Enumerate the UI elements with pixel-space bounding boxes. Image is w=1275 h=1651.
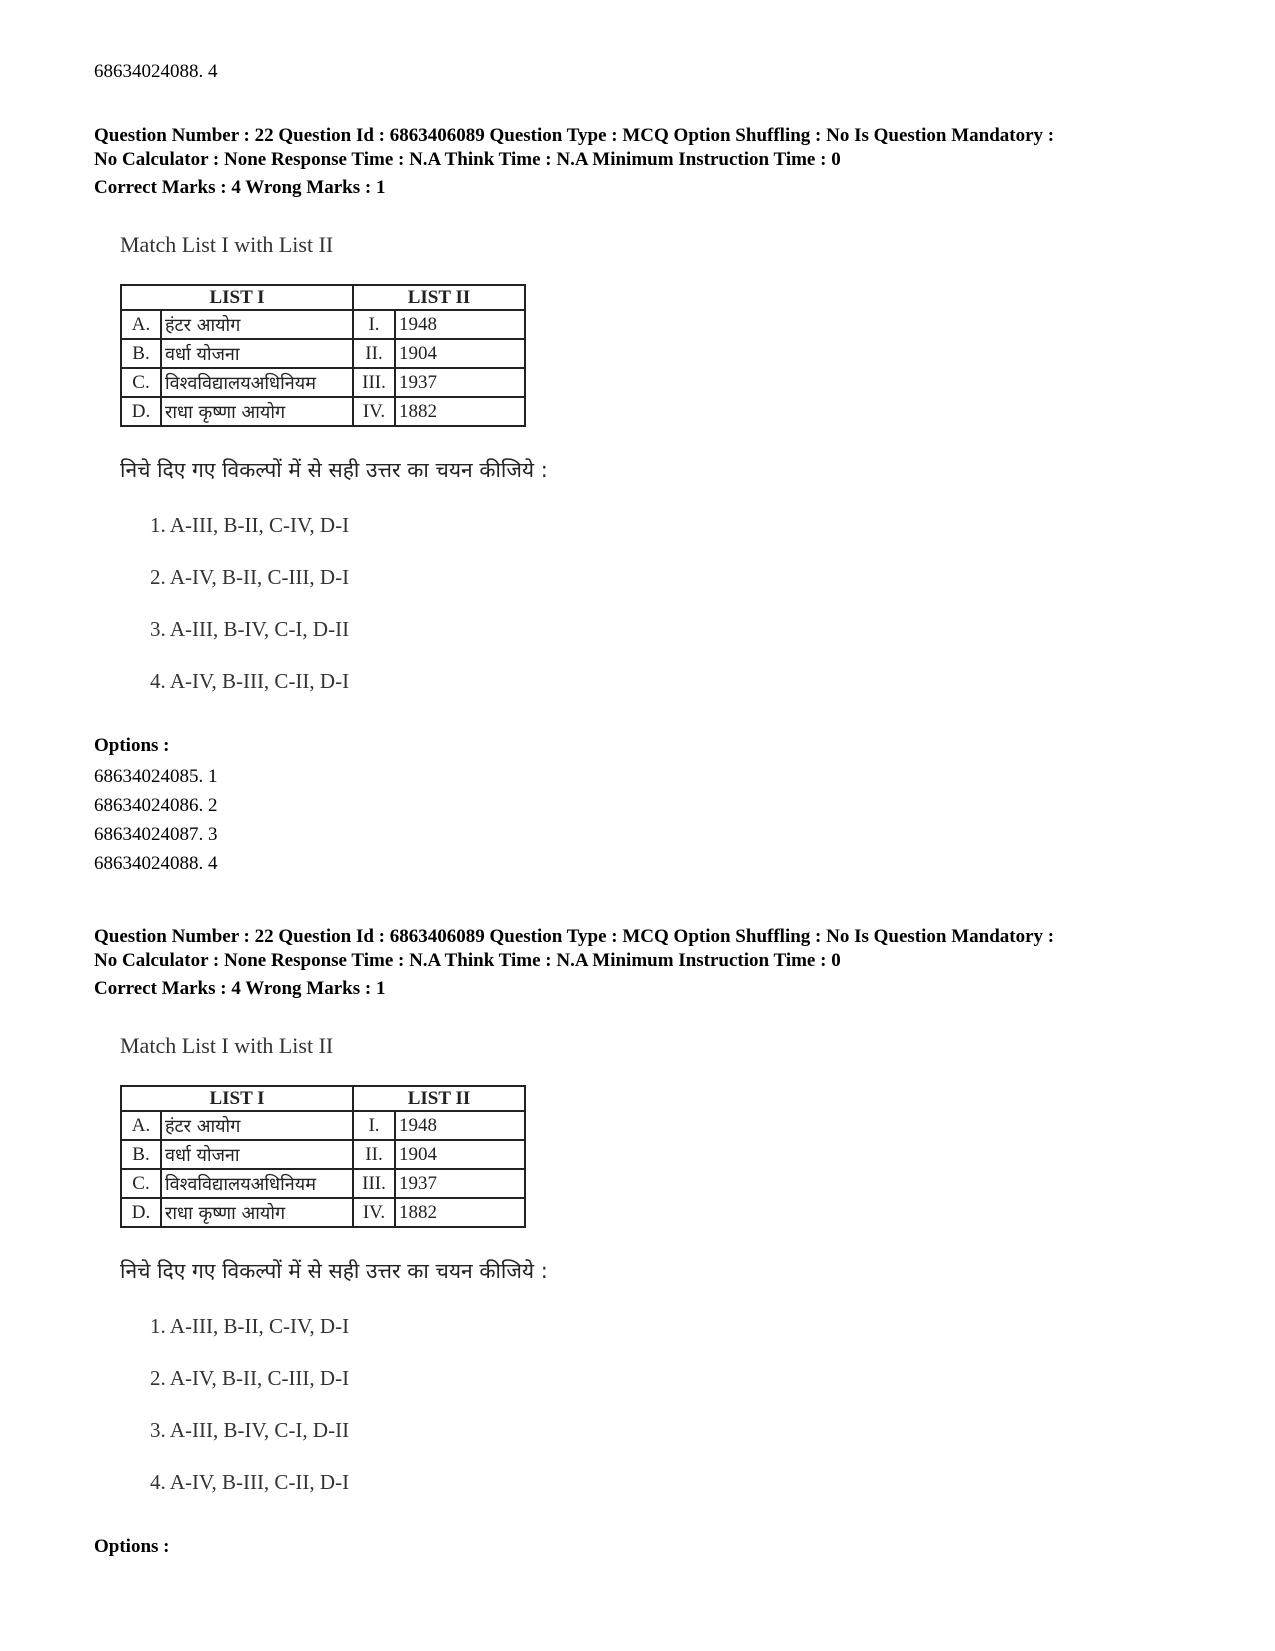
list-1-item: हंटर आयोग: [161, 1111, 353, 1140]
row-label: B.: [121, 1140, 161, 1169]
table-row: [121, 1140, 525, 1169]
list-2-item: 1937: [395, 1169, 525, 1198]
question-header-line-2: No Calculator : None Response Time : N.A Think Time : N.A Minimum Instruction Time : 0: [94, 149, 841, 170]
table-row: [121, 339, 525, 368]
table-row: [121, 1111, 525, 1140]
select-instruction: निचे दिए गए विकल्पों में से सही उत्तर का चयन कीजिये :: [120, 458, 548, 482]
question-body: [94, 1033, 654, 1503]
row-label: A.: [121, 310, 161, 339]
option-line: 68634024088. 4: [94, 853, 218, 874]
select-instruction: निचे दिए गए विकल्पों में से सही उत्तर का चयन कीजिये :: [120, 1259, 548, 1283]
answer-choice: 2. A-IV, B-II, C-III, D-I: [150, 565, 350, 589]
row-roman: III.: [353, 1169, 395, 1198]
answer-choice: 4. A-IV, B-III, C-II, D-I: [150, 1470, 350, 1494]
table-row: [121, 1198, 525, 1227]
list-1-item: राधा कृष्णा आयोग: [161, 397, 353, 426]
row-roman: IV.: [353, 397, 395, 426]
row-label: A.: [121, 1111, 161, 1140]
list-2-header: LIST II: [353, 285, 525, 310]
row-roman: I.: [353, 310, 395, 339]
list-1-item: वर्धा योजना: [161, 1140, 353, 1169]
row-roman: III.: [353, 368, 395, 397]
row-label: D.: [121, 397, 161, 426]
option-line: 68634024088. 4: [94, 61, 218, 82]
question-header-line-1: Question Number : 22 Question Id : 6863406089 Question Type : MCQ Option Shuffling : No Is Question Mandatory :: [94, 125, 1055, 146]
list-2-item: 1948: [395, 1111, 525, 1140]
match-table: [120, 1085, 526, 1228]
question-header-line-2: No Calculator : None Response Time : N.A Think Time : N.A Minimum Instruction Time : 0: [94, 950, 841, 971]
list-1-item: राधा कृष्णा आयोग: [161, 1198, 353, 1227]
list-2-item: 1882: [395, 1198, 525, 1227]
list-2-item: 1904: [395, 339, 525, 368]
list-2-header: LIST II: [353, 1086, 525, 1111]
marks-line: Correct Marks : 4 Wrong Marks : 1: [94, 177, 386, 198]
option-line: 68634024086. 2: [94, 795, 218, 816]
row-label: C.: [121, 1169, 161, 1198]
list-2-item: 1904: [395, 1140, 525, 1169]
list-1-item: हंटर आयोग: [161, 310, 353, 339]
list-1-item: विश्वविद्यालयअधिनियम: [161, 1169, 353, 1198]
match-instruction: Match List I with List II: [120, 232, 334, 257]
row-label: D.: [121, 1198, 161, 1227]
row-roman: I.: [353, 1111, 395, 1140]
options-label: Options :: [94, 735, 170, 756]
list-2-item: 1948: [395, 310, 525, 339]
match-table: [120, 284, 526, 427]
answer-choice: 1. A-III, B-II, C-IV, D-I: [150, 513, 350, 537]
answer-choice: 4. A-IV, B-III, C-II, D-I: [150, 669, 350, 693]
list-1-header: LIST I: [121, 1086, 353, 1111]
list-1-item: विश्वविद्यालयअधिनियम: [161, 368, 353, 397]
row-roman: II.: [353, 1140, 395, 1169]
table-header-row: [121, 285, 525, 310]
option-line: 68634024085. 1: [94, 766, 218, 787]
option-line: 68634024087. 3: [94, 824, 218, 845]
list-1-header: LIST I: [121, 285, 353, 310]
table-row: [121, 310, 525, 339]
row-label: B.: [121, 339, 161, 368]
table-header-row: [121, 1086, 525, 1111]
list-2-item: 1937: [395, 368, 525, 397]
row-roman: IV.: [353, 1198, 395, 1227]
list-2-item: 1882: [395, 397, 525, 426]
row-label: C.: [121, 368, 161, 397]
marks-line: Correct Marks : 4 Wrong Marks : 1: [94, 978, 386, 999]
list-1-item: वर्धा योजना: [161, 339, 353, 368]
row-roman: II.: [353, 339, 395, 368]
answer-choice: 3. A-III, B-IV, C-I, D-II: [150, 1418, 350, 1442]
options-label: Options :: [94, 1536, 170, 1557]
answer-choice: 2. A-IV, B-II, C-III, D-I: [150, 1366, 350, 1390]
table-row: [121, 1169, 525, 1198]
table-row: [121, 368, 525, 397]
question-body: [94, 232, 654, 702]
table-row: [121, 397, 525, 426]
answer-choice: 3. A-III, B-IV, C-I, D-II: [150, 617, 350, 641]
question-header-line-1: Question Number : 22 Question Id : 6863406089 Question Type : MCQ Option Shuffling : No Is Question Mandatory :: [94, 926, 1055, 947]
match-instruction: Match List I with List II: [120, 1033, 334, 1058]
answer-choice: 1. A-III, B-II, C-IV, D-I: [150, 1314, 350, 1338]
